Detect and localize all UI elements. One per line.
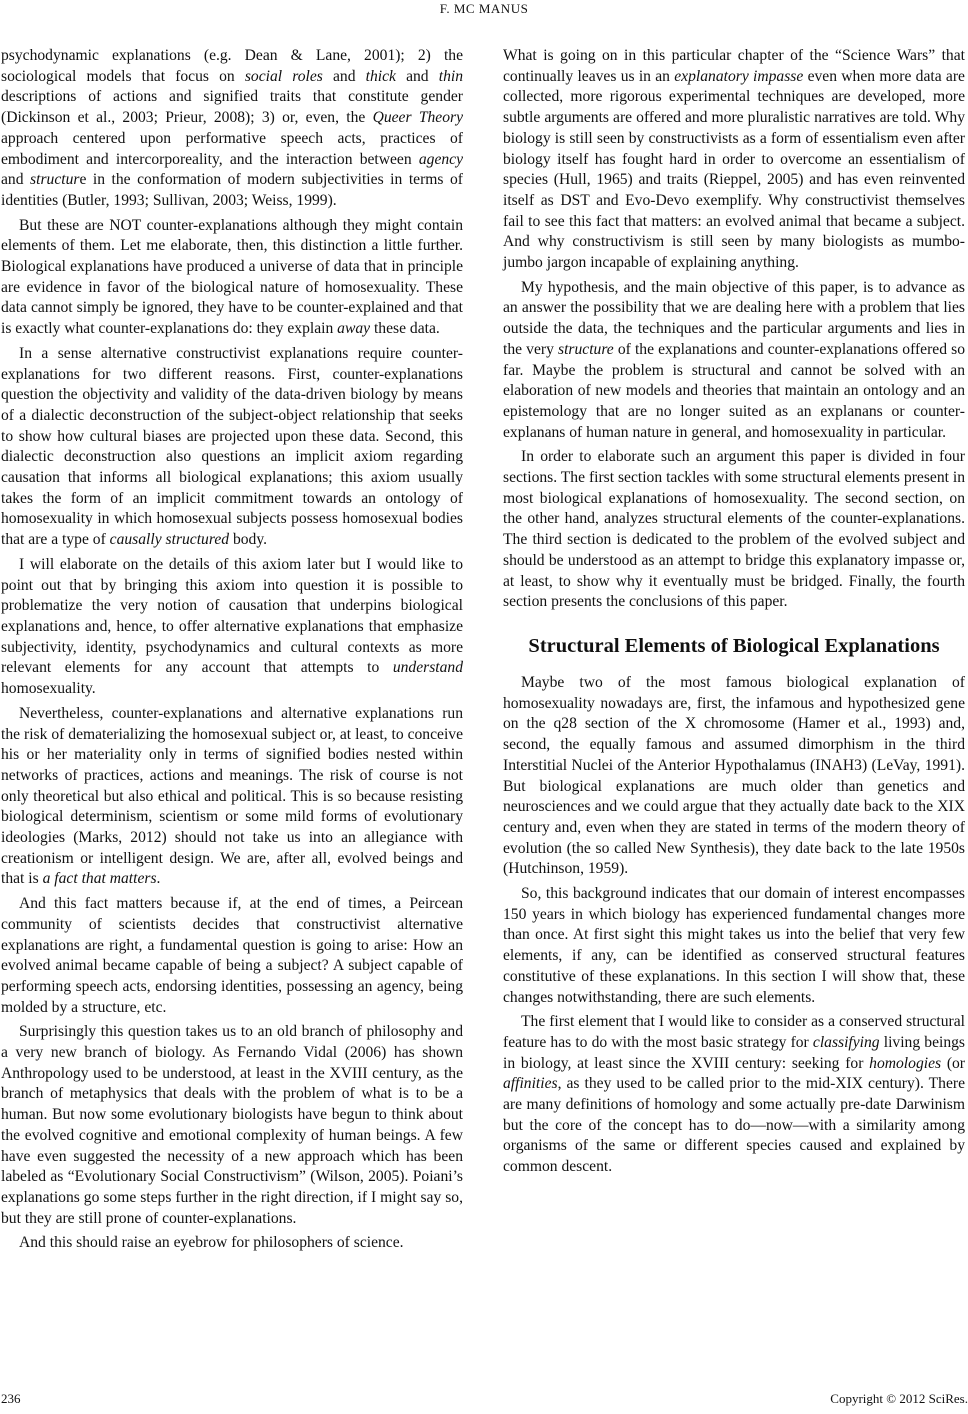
text-run: , as they used to be called prior to the mid-XIX century). There are many definitions of homology and some actually pre-date Darwinism but the core of the concept has to do—now—with a similarity among organisms of the same or different species caused and explained by common descent. <box>503 1075 965 1176</box>
text-run: What is going on in this particular chapter of the “Science Wars” that continually leaves us in an <box>503 47 965 85</box>
text-run: and <box>395 67 439 85</box>
copyright-notice: Copyright © 2012 SciRes. <box>830 1391 968 1406</box>
body-paragraph <box>503 673 965 880</box>
text-run: psychodynamic explanations (e.g. Dean & Lane, 2001); 2) the sociological models that focus on <box>1 47 463 85</box>
text-run: and <box>1 171 31 189</box>
section-heading: Structural Elements of Biological Explanations <box>528 634 940 657</box>
text-run: But these are NOT counter-explanations although they might contain elements of them. Let me elaborate, then, this distinction a little further. Biological explanations have produced a universe of data that in principle are evidence in favor of the biological nature of homosexuality. These data cannot simply be ignored, they have to be counter-explained and that is exactly what counter-explanations do: they explain <box>1 216 463 338</box>
body-paragraph <box>1 344 463 551</box>
text-run: Maybe two of the most famous biological explanation of homosexuality nowadays are, first, the infamous and hypothesized gene on the q28 section of the X chromosome (Hamer et al., 1993) and, second, the equally famous and assumed dimorphism in the third Interstitial Nuclei of the Anterior Hypothalamus (INAH3) (LeVay, 1991). But biological explanations are much older than genetics and neurosciences and we could argue that they actually date back to the XIX century and, even when they are stated in terms of the modern theory of evolution (the so called New Synthesis), they date back to the late 1950s (Hutchinson, 1959). <box>503 673 965 878</box>
text-run: homosexuality. <box>1 680 96 698</box>
text-run: Surprisingly this question takes us to an old branch of philosophy and a very new branch of biology. As Fernando Vidal (2006) has shown Anthropology used to be understood, at least in the XVIII century, as the branch of metaphysics that deals with the problem of what is to be a human. But now some evolutionary biologists have begun to think about the evolved cognitive and emotional complexity of human beings. A few have even suggested the necessity of a new approach which has been labeled as “Evolutionary Social Constructivism” (Wilson, 2005). Poiani’s explanations go some steps further in the right direction, if I might say so, but they are still prone of counter-explanations. <box>1 1023 463 1227</box>
text-run: (or <box>941 1054 966 1072</box>
body-paragraph <box>1 46 463 212</box>
right-paragraphs-intro <box>503 46 965 613</box>
body-paragraph <box>503 46 965 274</box>
text-run: So, this background indicates that our domain of interest encompasses 150 years in which biology has experienced fundamental changes more than once. At first sight this might takes us into the belief that very few elements, if any, can be identified as conserved structural features constitutive of these explanations. In this section I will show that, these changes notwithstanding, there are such elements. <box>503 885 965 1006</box>
text-run: and <box>322 67 366 85</box>
italic-text: a fact that matters <box>42 870 157 888</box>
text-run: descriptions of actions and signified traits that constitute gender (Dickinson et al., 2003; Prieur, 2008); 3) or, even, the <box>1 88 463 127</box>
right-paragraphs-section <box>503 673 965 1178</box>
left-column <box>1 46 463 1258</box>
body-paragraph <box>1 704 463 890</box>
text-run: I will elaborate on the details of this axiom later but I would like to point out that by bringing this axiom into question it is possible to problematize the very notion of causation that underpins biological explanations and, hence, to offer alternative explanations that emphasize subjectivity, identity, psychodynamics and cultural contexts as more relevant elements for any account that attempts to <box>1 555 463 677</box>
italic-text: social roles <box>244 67 323 85</box>
body-paragraph <box>1 1233 463 1254</box>
body-paragraph <box>1 894 463 1018</box>
italic-text: homologies <box>869 1054 942 1072</box>
body-paragraph <box>503 884 965 1008</box>
text-run: Nevertheless, counter-explanations and alternative explanations run the risk of dematerializing the homosexual subject or, at least, to conceive his or her materiality only in terms of signified bodies nested within networks of practices, actions and meanings. The risk of course is not only theoretical but also ethical and political. This is so because resisting biological determinism, scientism or some mild forms of evolutionary ideologies (Marks, 2012) should not take us into an allegiance with creationism or intelligent design. We are, after all, evolved beings and that is <box>1 704 463 888</box>
body-paragraph <box>503 447 965 613</box>
body-paragraph <box>503 278 965 444</box>
text-run: e in the conformation of modern subjectivities in terms of identities (Butler, 1993; Sullivan, 2003; Weiss, 1999). <box>1 171 463 209</box>
text-run: of the explanations and counter-explanations offered so far. Maybe the problem is structural and cannot be solved with an elaboration of new models and theories that maintain an ontology and an epistemology that are no longer suited as an explanans or counter-explanans of human nature in general, and homosexuality in particular. <box>503 340 965 441</box>
italic-text: agency <box>418 150 463 168</box>
running-head: F. MC MANUS <box>439 1 529 16</box>
text-run: My hypothesis, and the main objective of this paper, is to advance as an answer the possibility that we are dealing here with a problem that lies outside the data, the techniques and the particular arguments and lies in the very <box>503 278 965 358</box>
italic-text: affinities <box>503 1075 558 1093</box>
text-run: The first element that I would like to consider as a conserved structural feature has to do with the most basic strategy for <box>503 1013 965 1051</box>
text-run: And this should raise an eyebrow for philosophers of science. <box>19 1234 404 1252</box>
italic-text: classifying <box>812 1033 880 1051</box>
italic-text: causally structured <box>109 531 230 549</box>
italic-text: structur <box>30 171 80 189</box>
italic-text: understand <box>392 659 463 677</box>
text-run: In a sense alternative constructivist explanations require counter-explanations for two different reasons. First, counter-explanations question the objectivity and validity of the data-driven biology by means of a dialectic deconstruction of the subject-object relationship that seeks to show how cultural biases are projected upon these data. Second, this dialectic deconstruction also questions an implicit axiom regarding causation that informs all biological explanations; this axiom usually takes the form of an implicit commitment towards an ontology of homosexuality in which homosexual subjects possess homosexual bodies that are a type of <box>1 344 463 549</box>
text-run: approach centered upon performative speech acts, practices of embodiment and intercorporeality, and the interaction between <box>1 129 463 168</box>
italic-text: thick <box>365 67 396 85</box>
italic-text: away <box>337 320 371 338</box>
body-paragraph <box>503 1012 965 1178</box>
text-run: body. <box>229 531 268 549</box>
text-run: And this fact matters because if, at the end of times, a Peircean community of scientists decides that constructivist alternative explanations are right, a fundamental question is going to arise: How an evolved animal became capable of being a subject? A subject capable of performing speech acts, endorsing identities, possessing an agency, being molded by a structure, etc. <box>1 895 463 1016</box>
text-run: . <box>156 870 161 888</box>
body-paragraph <box>1 555 463 700</box>
text-run: In order to elaborate such an argument this paper is divided in four sections. The first section tackles with some structural elements present in most biological explanations of homosexuality. The second section, on the other hand, analyzes structural elements of the counter-explanations. The third section is dedicated to the problem of the evolved subject and should be understood as an attempt to bridge this explanatory impasse or, at least, to show why it eventually must be bridged. Finally, the fourth section presents the conclusions of this paper. <box>503 448 965 611</box>
italic-text: Queer Theory <box>372 109 463 127</box>
body-paragraph <box>1 216 463 340</box>
right-column <box>503 46 965 1182</box>
text-run: even when more data are collected, more rigorous experimental techniques are developed, more subtle arguments are offered and more pluralistic narratives are told. Why biology is still seen by constructivists as a form of essentialism even after biology itself has fought hard in order to overcome an essentialism of species (Hull, 1965) and traits (Rieppel, 2005) and has even reinvented itself as DST and Evo-Devo exemplify. Why constructivist themselves fail to see this fact that matters: an evolved animal that became a subject. And why constructivism is still seen by many biologists as mumbo-jumbo jargon incapable of explaining anything. <box>503 67 965 272</box>
text-run: these data. <box>370 320 440 338</box>
page-number: 236 <box>1 1391 21 1406</box>
text-run: living beings in biology, at least since the XVIII century: seeking for <box>503 1033 965 1072</box>
italic-text: thin <box>438 67 464 85</box>
italic-text: explanatory impasse <box>674 67 804 85</box>
body-paragraph <box>1 1022 463 1229</box>
italic-text: structure <box>558 340 614 358</box>
